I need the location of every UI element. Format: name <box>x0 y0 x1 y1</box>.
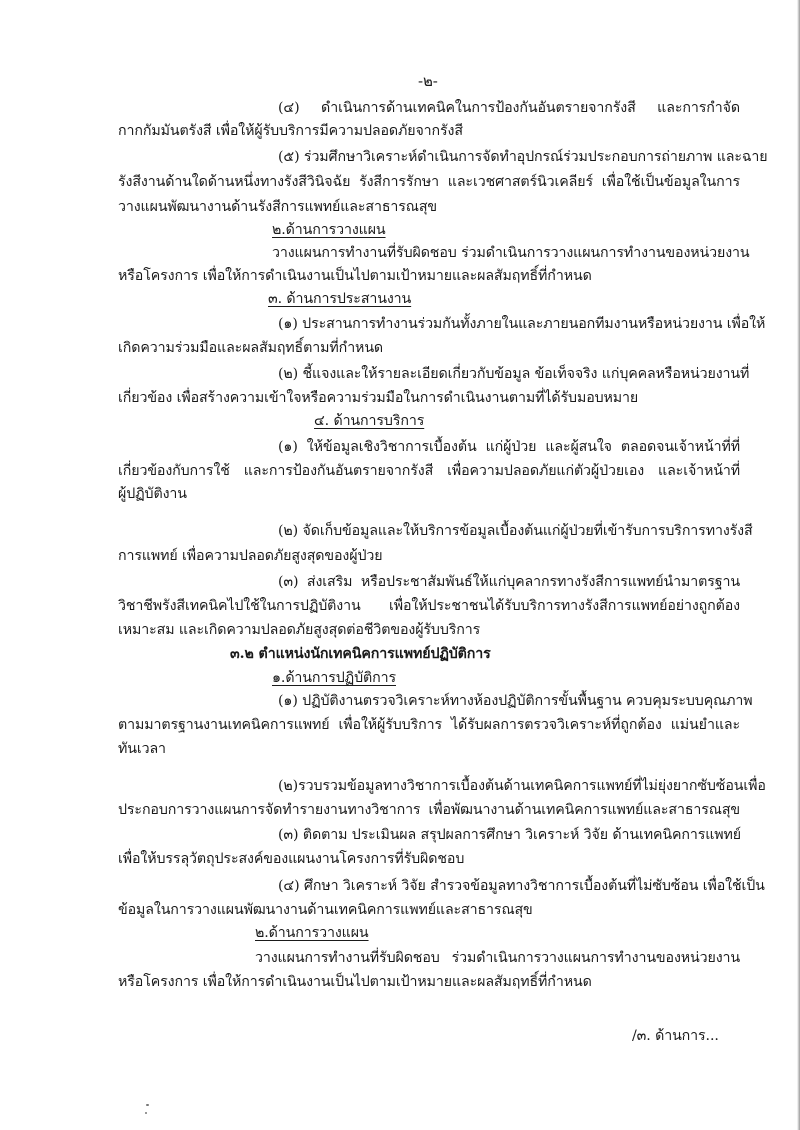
body-line: (๔) ศึกษา วิเคราะห์ วิจัย สำรวจข้อมูลทางวิชาการเบื้องต้นที่ไม่ซับซ้อน เพื่อใช้เป็น <box>278 878 765 894</box>
body-line: (๒) ชี้แจงและให้รายละเอียดเกี่ยวกับข้อมูล ข้อเท็จจริง แก่บุคคลหรือหน่วยงานที่ <box>278 366 750 382</box>
body-line: ตามมาตรฐานงานเทคนิคการแพทย์ เพื่อให้ผู้รับบริการ ได้รับผลการตรวจวิเคราะห์ที่ถูกต้อง แม่นยำและ <box>118 717 740 733</box>
section-heading: ๑.ด้านการปฏิบัติการ <box>272 670 396 686</box>
footer-continuation: /๓. ด้านการ... <box>632 1028 719 1044</box>
body-line: (๒) จัดเก็บข้อมูลและให้บริการข้อมูลเบื้องต้นแก่ผู้ป่วยที่เข้ารับการบริการทางรังสี <box>278 523 753 539</box>
section-heading: ๒.ด้านการวางแผน <box>255 925 369 941</box>
body-line: เกิดความร่วมมือและผลสัมฤทธิ์ตามที่กำหนด <box>118 340 384 356</box>
body-line: หรือโครงการ เพื่อให้การดำเนินงานเป็นไปตามเป้าหมายและผลสัมฤทธิ์ที่กำหนด <box>118 974 592 990</box>
body-line: (๑) ปฏิบัติงานตรวจวิเคราะห์ทางห้องปฏิบัติการขั้นพื้นฐาน ควบคุมระบบคุณภาพ <box>278 693 753 709</box>
scan-speck <box>146 1104 149 1106</box>
body-line: (๓) ส่งเสริม หรือประชาสัมพันธ์ให้แก่บุคลากรทางรังสีการแพทย์นำมาตรฐาน <box>278 574 740 590</box>
body-line: เกี่ยวข้อง เพื่อสร้างความเข้าใจหรือความร่วมมือในการดำเนินงานตามที่ได้รับมอบหมาย <box>118 390 639 406</box>
position-heading: ๓.๒ ตำแหน่งนักเทคนิคการแพทย์ปฏิบัติการ <box>230 646 491 662</box>
body-line: วิชาชีพรังสีเทคนิคไปใช้ในการปฏิบัติงาน เพื่อให้ประชาชนได้รับบริการทางรังสีการแพทย์อย่างถูกต้อง <box>118 598 740 614</box>
body-line: (๑) ให้ข้อมูลเชิงวิชาการเบื้องต้น แก่ผู้ป่วย และผู้สนใจ ตลอดจนเจ้าหน้าที่ที่ <box>278 439 740 455</box>
page-number: -๒- <box>418 72 438 90</box>
body-line: (๕) ร่วมศึกษาวิเคราะห์ดำเนินการจัดทำอุปกรณ์ร่วมประกอบการถ่ายภาพ และฉาย <box>278 149 768 165</box>
body-line: วางแผนการทำงานที่รับผิดชอบ ร่วมดำเนินการวางแผนการทำงานของหน่วยงาน <box>255 950 740 966</box>
body-line: หรือโครงการ เพื่อให้การดำเนินงานเป็นไปตามเป้าหมายและผลสัมฤทธิ์ที่กำหนด <box>118 268 592 284</box>
body-line: ข้อมูลในการวางแผนพัฒนางานด้านเทคนิคการแพทย์และสาธารณสุข <box>118 902 533 918</box>
body-line: ทันเวลา <box>118 741 166 757</box>
body-line: (๒)รวบรวมข้อมูลทางวิชาการเบื้องต้นด้านเทคนิคการแพทย์ที่ไม่ยุ่งยากซับซ้อนเพื่อ <box>278 778 766 794</box>
body-line: การแพทย์ เพื่อความปลอดภัยสูงสุดของผู้ป่วย <box>118 548 383 564</box>
body-line: (๓) ติดตาม ประเมินผล สรุปผลการศึกษา วิเคราะห์ วิจัย ด้านเทคนิคการแพทย์ <box>278 827 741 843</box>
section-heading: ๓. ด้านการประสานงาน <box>268 291 412 307</box>
body-line: รังสีงานด้านใดด้านหนึ่งทางรังสีวินิจฉัย รังสีการรักษา และเวชศาสตร์นิวเคลียร์ เพื่อใช้เป็นข้อมูลในการ <box>118 174 740 190</box>
scan-speck <box>145 1112 147 1114</box>
body-line: เพื่อให้บรรลุวัตถุประสงค์ของแผนงานโครงการที่รับผิดชอบ <box>118 851 465 867</box>
body-line: วางแผนการทำงานที่รับผิดชอบ ร่วมดำเนินการวางแผนการทำงานของหน่วยงาน <box>272 245 750 261</box>
section-heading: ๔. ด้านการบริการ <box>314 413 425 429</box>
body-line: วางแผนพัฒนางานด้านรังสีการแพทย์และสาธารณสุข <box>118 199 438 215</box>
body-line: เกี่ยวข้องกับการใช้ และการป้องกันอันตรายจากรังสี เพื่อความปลอดภัยแก่ตัวผู้ป่วยเอง และเจ้าหน้าที่ <box>118 463 740 479</box>
body-line: ผู้ปฏิบัติงาน <box>118 486 187 502</box>
body-line: (๔) ดำเนินการด้านเทคนิคในการป้องกันอันตรายจากรังสี และการกำจัด <box>278 100 740 116</box>
body-line: ประกอบการวางแผนการจัดทำรายงานทางวิชาการ เพื่อพัฒนางานด้านเทคนิคการแพทย์และสาธารณสุข <box>118 802 740 818</box>
body-line: กากกัมมันตรังสี เพื่อให้ผู้รับบริการมีความปลอดภัยจากรังสี <box>118 123 463 139</box>
section-heading: ๒.ด้านการวางแผน <box>272 222 386 238</box>
body-line: เหมาะสม และเกิดความปลอดภัยสูงสุดต่อชีวิตของผู้รับบริการ <box>118 622 481 638</box>
body-line: (๑) ประสานการทำงานร่วมกันทั้งภายในและภายนอกทีมงานหรือหน่วยงาน เพื่อให้ <box>278 316 766 332</box>
